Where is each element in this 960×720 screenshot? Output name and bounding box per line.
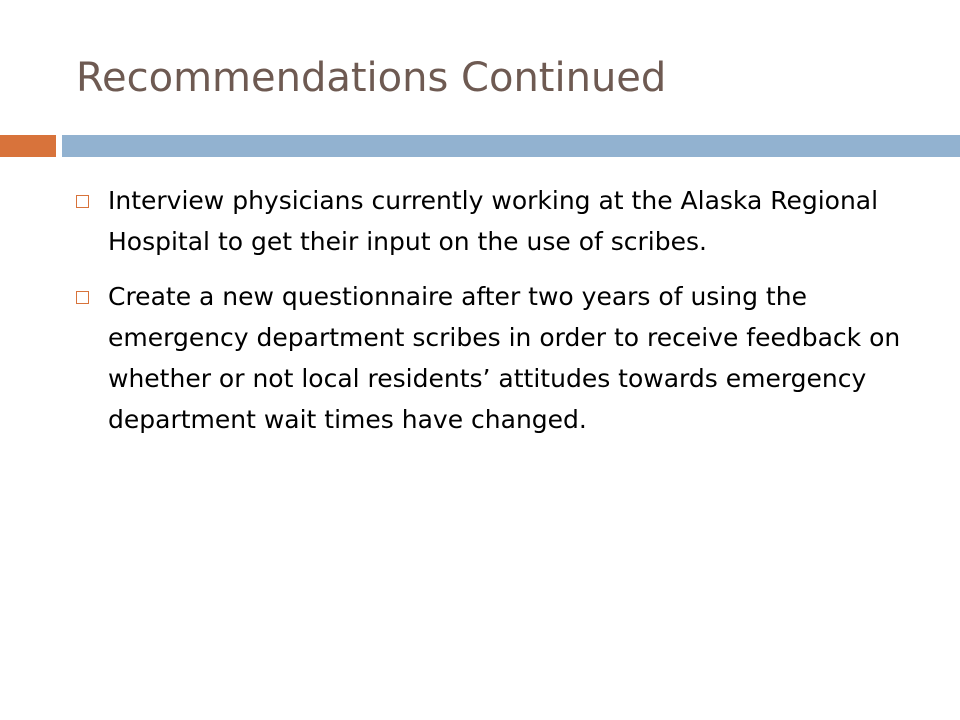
bullet-item	[76, 276, 916, 440]
bullet-list	[76, 180, 916, 454]
title-accent-bar-orange	[0, 135, 56, 157]
hollow-square-bullet-icon	[76, 195, 89, 208]
slide-title: Recommendations Continued	[76, 55, 667, 101]
title-accent-bar-blue	[62, 135, 960, 157]
bullet-text: Interview physicians currently working at the Alaska Regional Hospital to get their input on the use of scribes.	[108, 186, 879, 256]
hollow-square-bullet-icon	[76, 291, 89, 304]
bullet-item	[76, 180, 916, 262]
bullet-text: Create a new questionnaire after two years of using the emergency department scribes in order to receive feedback on whether or not local residents’ attitudes towards emergency department wait times have changed.	[108, 282, 901, 434]
